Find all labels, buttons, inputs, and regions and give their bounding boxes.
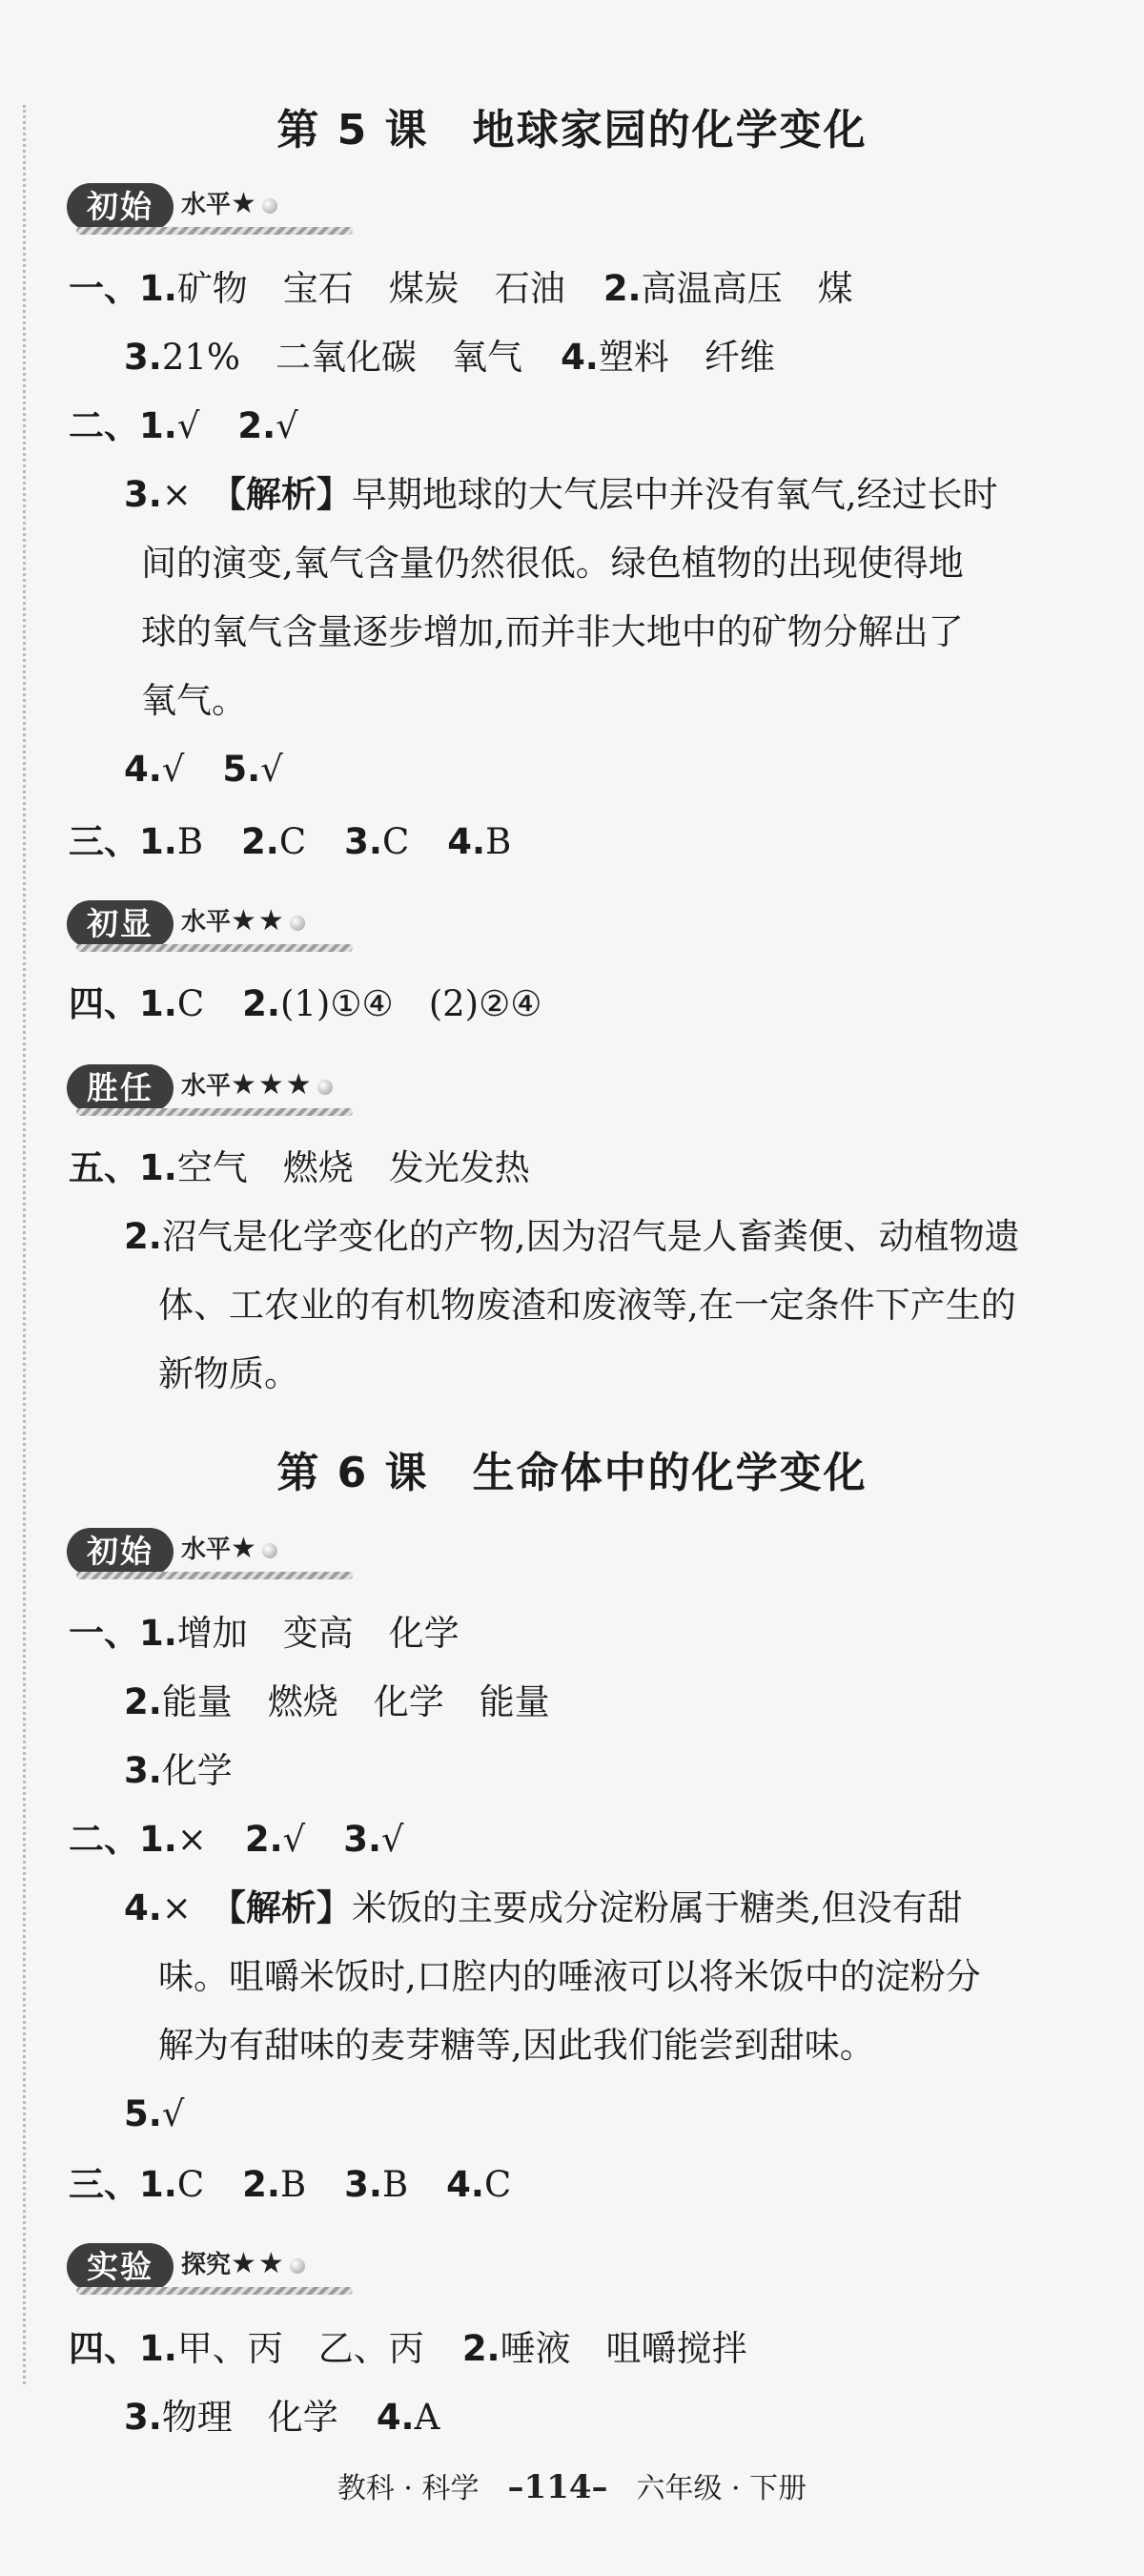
badge-underline [76,1572,353,1579]
ball-icon [262,1543,277,1558]
analysis-tag: 【解析】 [210,474,352,515]
level-badge-emerging [67,895,362,956]
badge-pill: 胜任 [67,1064,174,1112]
star-rating: ★ [231,187,258,220]
answer-line: 四、1.甲、丙 乙、丙 2.唾液 咀嚼搅拌 [69,2328,747,2369]
ball-icon [317,1080,333,1095]
answer-explanation-line: 解为有甜味的麦芽糖等,因此我们能尝到甜味。 [158,2025,875,2066]
level-badge-experiment [67,2237,362,2298]
answer-explanation-line: 氧气。 [141,680,247,721]
answer-explanation-line: 球的氧气含量逐步增加,而并非大地中的矿物分解出了 [141,611,964,652]
lesson-6-title: 第 6 课 生命体中的化学变化 [276,1449,868,1497]
badge-level-label: 水平 [181,1535,232,1564]
badge-level-label: 水平 [181,908,232,937]
margin-dotted-line [23,105,26,2384]
answer-line: 一、1.矿物 宝石 煤炭 石油 2.高温高压 煤 [69,268,853,309]
lesson-5-title: 第 5 课 地球家园的化学变化 [276,106,868,155]
page-footer [0,2464,1144,2506]
badge-level-label: 探究 [181,2251,232,2279]
answer-line: 3.化学 [124,1750,233,1791]
level-badge-initial [67,1522,362,1583]
answer-explanation-line: 体、工农业的有机物废渣和废液等,在一定条件下产生的 [158,1285,1016,1326]
badge-underline [76,2287,353,2295]
answer-line: 五、1.空气 燃烧 发光发热 [69,1147,530,1188]
badge-pill: 初始 [67,183,174,231]
answer-line: 5.√ [124,2093,185,2134]
star-rating: ★★ [231,904,286,938]
badge-pill: 实验 [67,2243,174,2291]
badge-pill: 初显 [67,900,174,948]
answer-line: 3.21% 二氧化碳 氧气 4.塑料 纤维 [124,337,775,378]
star-rating: ★★ [231,2247,286,2280]
answer-line: 二、1.× 2.√ 3.√ [69,1819,404,1860]
answer-line: 3.物理 化学 4.A [124,2397,440,2438]
badge-pill: 初始 [67,1528,174,1576]
answer-line: 三、1.C 2.B 3.B 4.C [69,2164,512,2205]
answer-line: 三、1.B 2.C 3.C 4.B [69,821,512,862]
footer-subject: 教科 · 科学 [337,2472,480,2505]
level-badge-initial [67,177,362,238]
ball-icon [262,198,277,214]
level-badge-competent [67,1059,362,1120]
badge-level-label: 水平 [181,1072,232,1101]
answer-explanation-line: 新物质。 [158,1353,299,1394]
page-number: –114– [507,2468,608,2506]
badge-level-label: 水平 [181,191,232,219]
star-rating: ★ [231,1532,258,1565]
answer-explanation-line: 味。咀嚼米饭时,口腔内的唾液可以将米饭中的淀粉分 [158,1956,981,1997]
badge-underline [76,1108,353,1116]
ball-icon [290,916,305,931]
answer-line: 四、1.C 2.(1)①④ (2)②④ [69,983,542,1024]
star-rating: ★★★ [231,1068,314,1102]
footer-grade: 六年级 · 下册 [636,2472,807,2505]
ball-icon [290,2258,305,2274]
answer-line: 4.√ 5.√ [124,749,283,790]
answer-explanation-line: 2.沼气是化学变化的产物,因为沼气是人畜粪便、动植物遗 [124,1216,1020,1257]
answer-explanation-line: 间的演变,氧气含量仍然很低。绿色植物的出现使得地 [141,543,964,584]
badge-underline [76,227,353,235]
answer-explanation-line: 4.× 【解析】米饭的主要成分淀粉属于糖类,但没有甜 [124,1887,963,1928]
badge-underline [76,944,353,952]
answer-explanation-line: 3.× 【解析】早期地球的大气层中并没有氧气,经过长时 [124,474,998,515]
answer-line: 2.能量 燃烧 化学 能量 [124,1681,550,1722]
answer-line: 二、1.√ 2.√ [69,405,298,446]
answer-line: 一、1.增加 变高 化学 [69,1613,460,1654]
analysis-tag: 【解析】 [210,1887,352,1928]
